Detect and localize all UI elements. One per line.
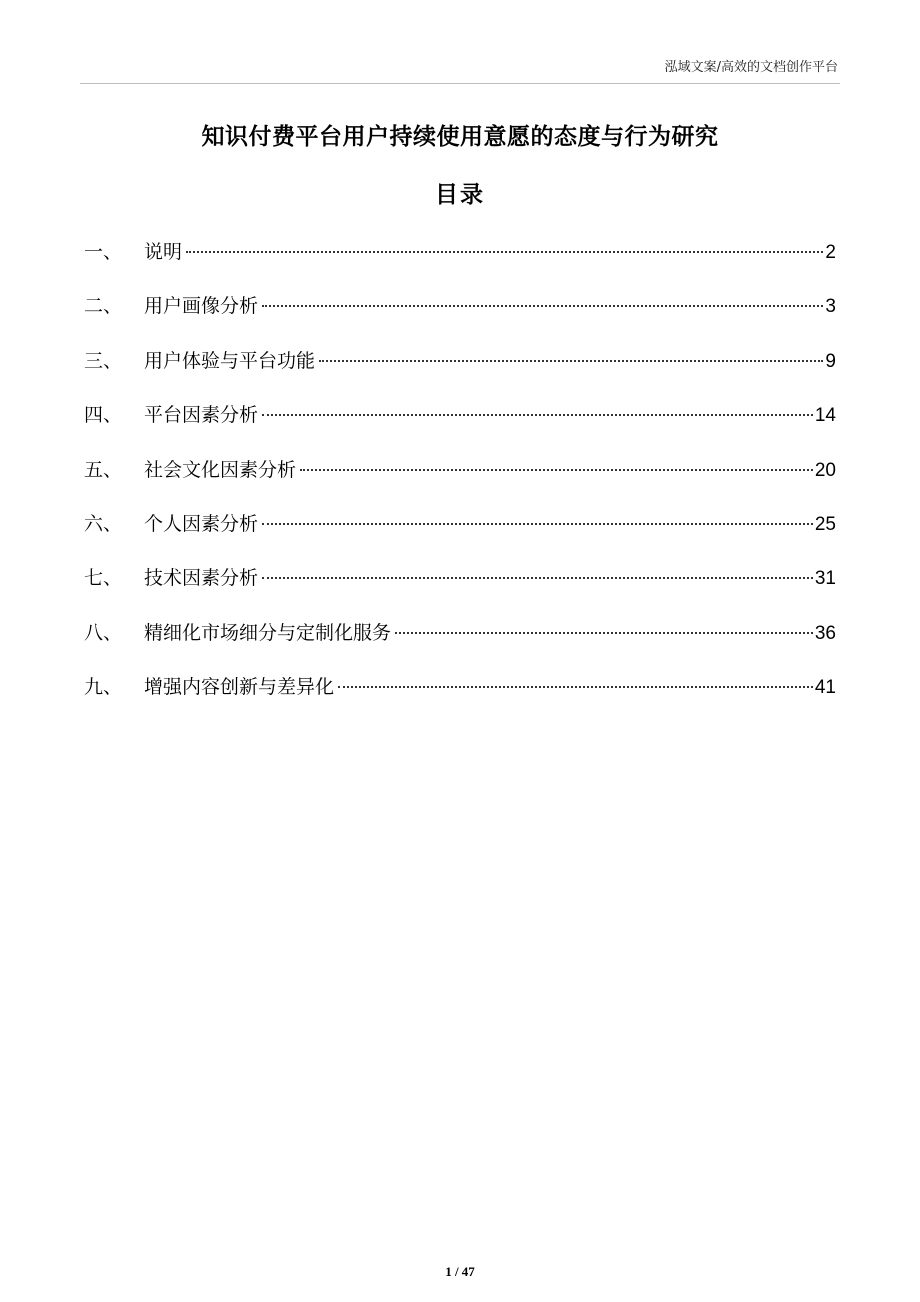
toc-entry[interactable]	[84, 617, 836, 671]
toc-entry[interactable]	[84, 290, 836, 344]
toc-entry-label[interactable]: 个人因素分析	[144, 512, 259, 535]
toc-entry-page[interactable]: 2	[825, 242, 836, 263]
toc-leader-dots	[395, 632, 813, 634]
toc-entry-label[interactable]: 说明	[144, 241, 183, 263]
toc-leader-dots	[262, 523, 813, 525]
toc-entry-page[interactable]: 31	[814, 568, 836, 590]
table-of-contents	[84, 236, 836, 726]
document-title: 知识付费平台用户持续使用意愿的态度与行为研究	[201, 124, 719, 150]
toc-heading: 目录	[435, 182, 485, 208]
toc-entry-number: 三、	[84, 349, 123, 372]
toc-entry[interactable]	[84, 508, 836, 562]
header-brand: 泓域文案/高效的文档创作平台	[664, 60, 838, 75]
toc-entry-label[interactable]: 增强内容创新与差异化	[144, 676, 335, 699]
toc-entry-number: 一、	[84, 241, 123, 263]
toc-entry-page[interactable]: 25	[814, 513, 836, 535]
toc-entry[interactable]	[84, 236, 836, 290]
toc-entry-number: 六、	[84, 512, 123, 535]
toc-entry-page[interactable]: 36	[814, 622, 836, 644]
toc-entry-number: 七、	[84, 567, 123, 590]
toc-entry[interactable]	[84, 562, 836, 616]
toc-entry-number: 二、	[84, 295, 123, 318]
toc-entry-number: 九、	[84, 676, 123, 699]
toc-entry-label[interactable]: 用户画像分析	[144, 295, 259, 318]
toc-entry[interactable]	[84, 345, 836, 399]
toc-entry-page[interactable]: 14	[814, 405, 836, 427]
toc-entry-number: 八、	[84, 621, 123, 644]
toc-entry-label[interactable]: 社会文化因素分析	[144, 458, 297, 481]
toc-entry[interactable]	[84, 671, 836, 725]
toc-leader-dots	[262, 414, 813, 416]
toc-leader-dots	[338, 686, 813, 688]
toc-entry-page[interactable]: 41	[814, 677, 836, 699]
toc-entry-label[interactable]: 精细化市场细分与定制化服务	[144, 621, 392, 644]
toc-leader-dots	[319, 360, 823, 362]
page-indicator: 1 / 47	[445, 1264, 475, 1279]
toc-entry[interactable]	[84, 399, 836, 453]
toc-entry-label[interactable]: 用户体验与平台功能	[144, 349, 316, 372]
toc-entry-number: 四、	[84, 404, 123, 427]
toc-entry[interactable]	[84, 454, 836, 508]
toc-leader-dots	[186, 251, 823, 253]
toc-entry-page[interactable]: 3	[825, 296, 836, 318]
toc-entry-page[interactable]: 9	[825, 350, 836, 372]
toc-leader-dots	[262, 305, 823, 307]
toc-entry-number: 五、	[84, 458, 123, 481]
toc-leader-dots	[300, 469, 813, 471]
toc-entry-label[interactable]: 技术因素分析	[144, 567, 259, 590]
header-divider	[80, 83, 840, 84]
toc-leader-dots	[262, 577, 813, 579]
toc-entry-page[interactable]: 20	[814, 459, 836, 481]
toc-entry-label[interactable]: 平台因素分析	[144, 404, 259, 427]
